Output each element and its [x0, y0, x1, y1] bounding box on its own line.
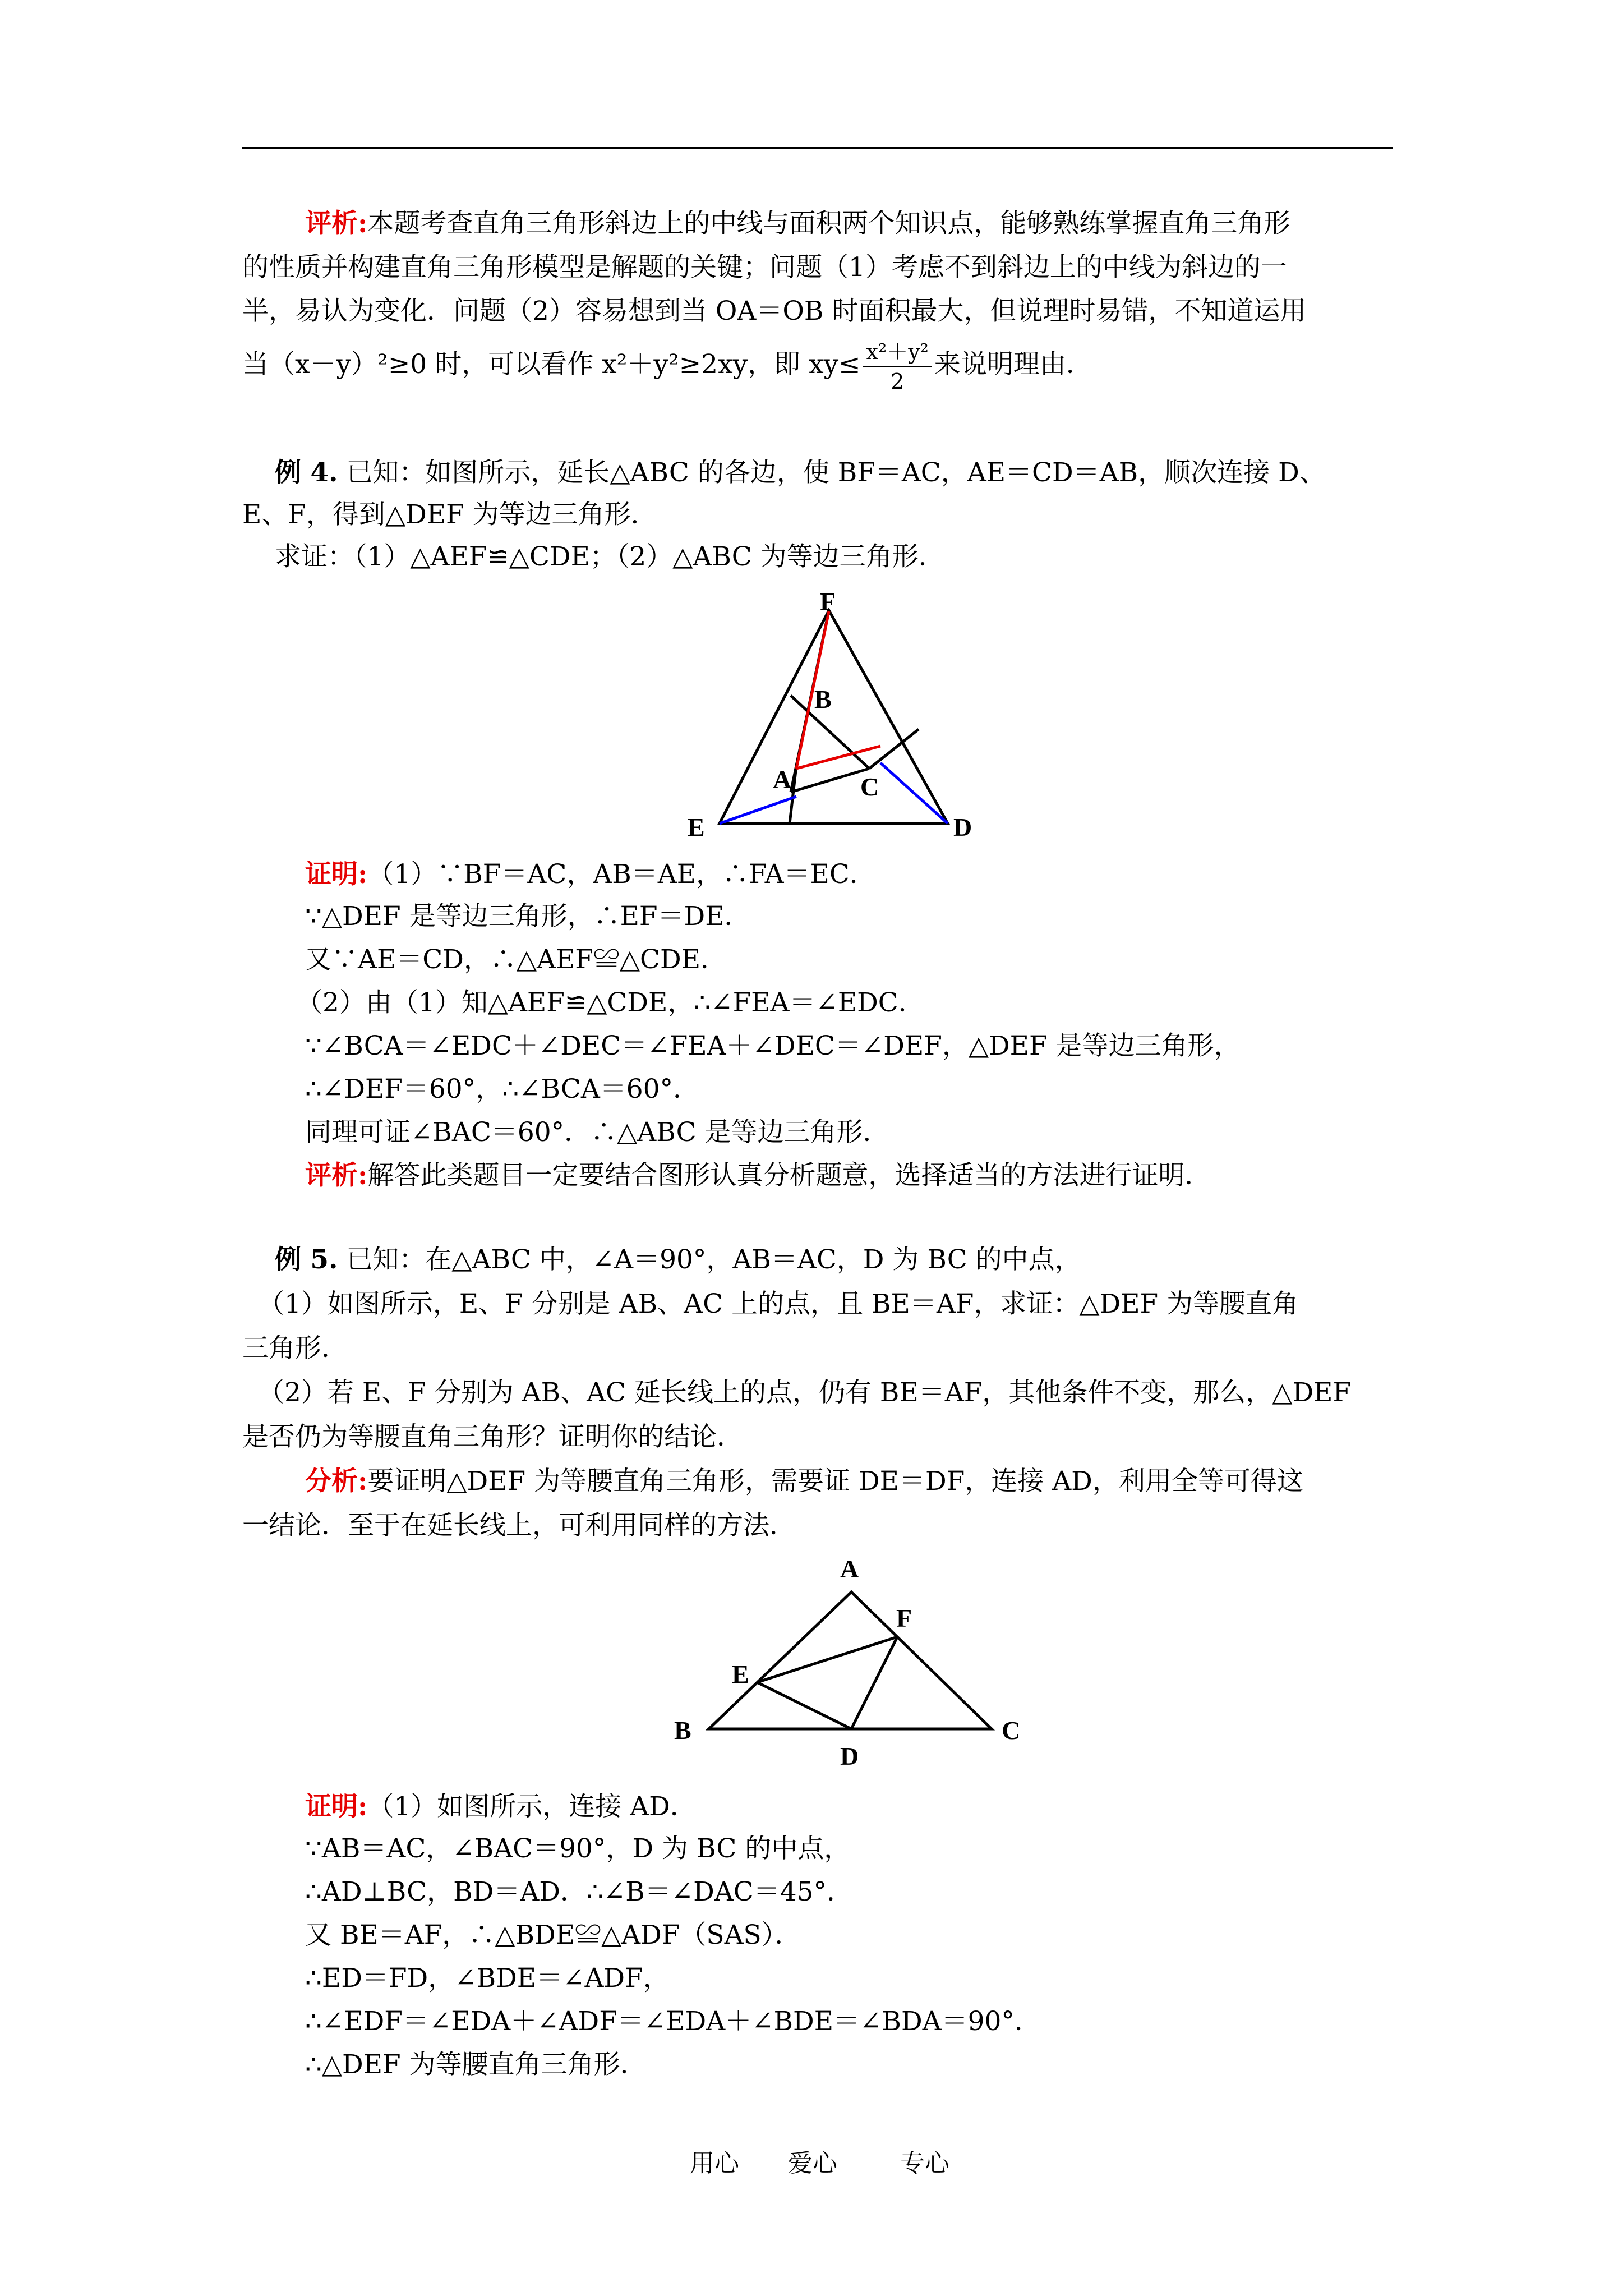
comment-paragraph-line1: 评析:本题考查直角三角形斜边上的中线与面积两个知识点，能够熟练掌握直角三角形	[305, 208, 1290, 239]
label-d: D	[953, 813, 972, 841]
comment-label: 评析:	[305, 208, 368, 239]
example5-proof-line7: ∴△DEF 为等腰直角三角形．	[305, 2049, 647, 2080]
example5-line2: （1）如图所示，E、F 分别是 AB、AC 上的点，且 BE＝AF，求证：△DEF 为等腰直角	[258, 1289, 1299, 1319]
label-a: A	[773, 765, 792, 794]
footer-word-2: 爱心	[788, 2149, 837, 2178]
example4-line2: E、F，得到△DEF 为等边三角形．	[242, 499, 657, 530]
footer-word-3: 专心	[900, 2149, 949, 2178]
segment-ed	[757, 1682, 851, 1729]
example4-label: 例 4.	[275, 457, 338, 488]
example4-line1: 例 4. 已知：如图所示，延长△ABC 的各边，使 BF＝AC，AE＝CD＝AB，顺次连接 D、	[275, 457, 1326, 488]
example5-proof-line1: 证明:（1）如图所示，连接 AD．	[305, 1791, 697, 1822]
example4-comment-line: 评析:解答此类题目一定要结合图形认真分析题意，选择适当的方法进行证明．	[305, 1160, 1211, 1191]
example4-line3: 求证：（1）△AEF≌△CDE；（2）△ABC 为等边三角形．	[275, 541, 945, 572]
comment-label-2: 评析:	[305, 1160, 368, 1191]
example4-proof-line6: ∴∠DEF＝60°，∴∠BCA＝60°．	[305, 1074, 700, 1105]
example4-proof-line1: 证明:（1）∵BF＝AC，AB＝AE，∴FA＝EC．	[305, 859, 876, 890]
example4-proof-line7: 同理可证∠BAC＝60°．∴△ABC 是等边三角形．	[305, 1117, 889, 1148]
example5-label: 例 5.	[275, 1244, 338, 1275]
example4-proof-line5: ∵∠BCA＝∠EDC＋∠DEC＝∠FEA＋∠DEC＝∠DEF，△DEF 是等边三角形，	[305, 1030, 1241, 1061]
label-b-5: B	[674, 1716, 691, 1745]
example5-proof-line6: ∴∠EDF＝∠EDA＋∠ADF＝∠EDA＋∠BDE＝∠BDA＝90°．	[305, 2006, 1041, 2037]
example5-proof-line5: ∴ED＝FD，∠BDE＝∠ADF，	[305, 1963, 670, 1994]
comment-paragraph-line2: 的性质并构建直角三角形模型是解题的关键；问题（1）考虑不到斜边上的中线为斜边的一	[242, 252, 1287, 283]
segment-ef	[757, 1637, 897, 1682]
example4-proof-line4: （2）由（1）知△AEF≌△CDE，∴∠FEA＝∠EDC．	[296, 987, 925, 1018]
example5-proof-line4: 又 BE＝AF，∴△BDE≌△ADF（SAS）．	[305, 1920, 801, 1950]
proof-label: 证明:	[305, 859, 368, 890]
example5-proof-line2: ∵AB＝AC，∠BAC＝90°，D 为 BC 的中点，	[305, 1833, 851, 1864]
label-e-5: E	[732, 1660, 749, 1688]
label-a-5: A	[840, 1554, 859, 1583]
label-c: C	[860, 772, 879, 801]
example4-proof-line2: ∵△DEF 是等边三角形，∴EF＝DE．	[305, 901, 751, 932]
example5-line3: 三角形．	[242, 1333, 348, 1364]
footer-word-1: 用心	[690, 2149, 739, 2178]
example5-line5: 是否仍为等腰直角三角形？证明你的结论．	[242, 1421, 743, 1452]
label-d-5: D	[840, 1742, 859, 1770]
example5-line1: 例 5. 已知：在△ABC 中，∠A＝90°，AB＝AC，D 为 BC 的中点，	[275, 1244, 1081, 1275]
fraction: $\frac{\text{x²＋y²}}{2}$	[863, 338, 932, 395]
triangle-abc	[709, 1592, 992, 1729]
label-c-5: C	[1002, 1716, 1021, 1745]
label-b: B	[814, 685, 832, 714]
example5-analysis-line1: 分析:要证明△DEF 为等腰直角三角形，需要证 DE＝DF，连接 AD，利用全等可得这	[305, 1466, 1303, 1497]
analysis-label: 分析:	[305, 1466, 368, 1497]
example5-analysis-line2: 一结论．至于在延长线上，可利用同样的方法．	[242, 1510, 796, 1541]
label-f: F	[820, 587, 836, 616]
comment-paragraph-line3: 半，易认为变化．问题（2）容易想到当 OA＝OB 时面积最大，但说理时易错，不知道运用	[242, 296, 1307, 326]
proof-label-2: 证明:	[305, 1791, 368, 1822]
comment-paragraph-line4: 当（x－y）²≥0 时，可以看作 x²＋y²≥2xy，即 xy≤ $\frac{\text{x²＋y²}}{2}$ 来说明理由．	[242, 337, 1092, 395]
example5-proof-line3: ∴AD⊥BC，BD＝AD．∴∠B＝∠DAC＝45°．	[305, 1876, 854, 1907]
example5-line4: （2）若 E、F 分别为 AB、AC 延长线上的点，仍有 BE＝AF，其他条件不变，那么，△DEF	[258, 1377, 1352, 1408]
example4-proof-line3: 又∵AE＝CD，∴△AEF≌△CDE．	[305, 944, 727, 975]
label-e: E	[688, 813, 705, 841]
label-f-5: F	[896, 1604, 912, 1632]
